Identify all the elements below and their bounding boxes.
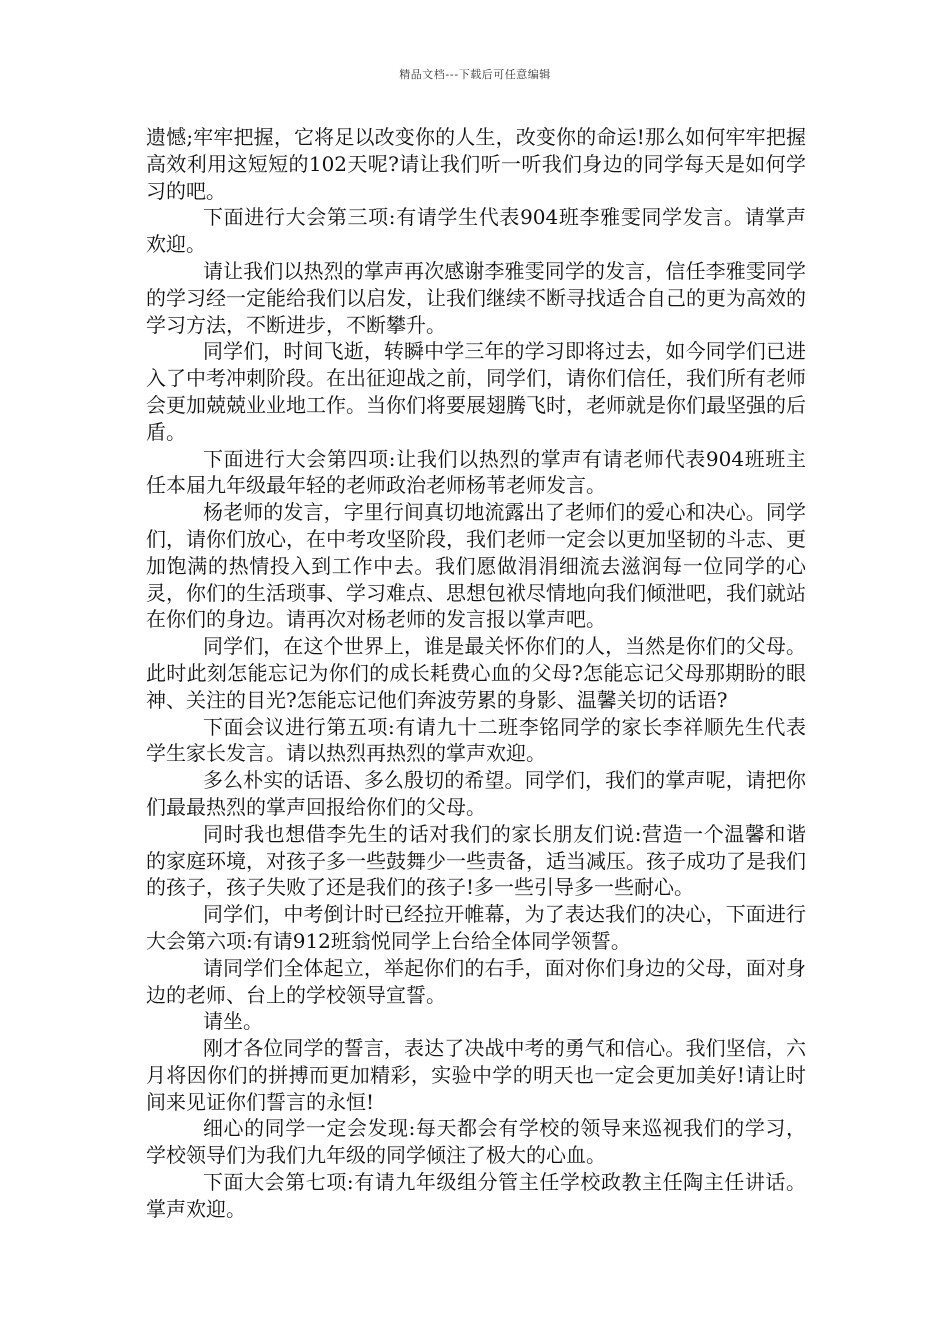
document-body xyxy=(146,124,806,1223)
paragraph: 同学们，时间飞逝，转瞬中学三年的学习即将过去，如今同学们已进入了中考冲刺阶段。在出征迎战之前，同学们，请你们信任，我们所有老师会更加兢兢业业地工作。当你们将要展翅腾飞时，老师就是你们最坚强的后盾。 xyxy=(146,339,806,444)
paragraph: 下面进行大会第三项:有请学生代表904班李雅雯同学发言。请掌声欢迎。 xyxy=(146,205,806,257)
paragraph: 杨老师的发言，字里行间真切地流露出了老师们的爱心和决心。同学们，请你们放心，在中考攻坚阶段，我们老师一定会以更加坚韧的斗志、更加饱满的热情投入到工作中去。我们愿做涓涓细流去滋润每一位同学的心灵，你们的生活琐事、学习难点、思想包袱尽情地向我们倾泄吧，我们就站在你们的身边。请再次对杨老师的发言报以掌声吧。 xyxy=(146,500,806,632)
paragraph: 下面大会第七项:有请九年级组分管主任学校政教主任陶主任讲话。掌声欢迎。 xyxy=(146,1170,806,1221)
paragraph: 遗憾;牢牢把握，它将足以改变你的人生，改变你的命运!那么如何牢牢把握高效利用这短短的102天呢?请让我们听一听我们身边的同学每天是如何学习的吧。 xyxy=(146,125,806,203)
page-header: 精品文档---下载后可任意编辑 xyxy=(399,68,551,81)
paragraph: 请让我们以热烈的掌声再次感谢李雅雯同学的发言，信任李雅雯同学的学习经一定能给我们以启发，让我们继续不断寻找适合自己的更为高效的学习方法，不断进步，不断攀升。 xyxy=(146,258,806,337)
paragraph: 细心的同学一定会发现:每天都会有学校的领导来巡视我们的学习，学校领导们为我们九年级的同学倾注了极大的心血。 xyxy=(146,1116,806,1168)
paragraph: 请坐。 xyxy=(203,1009,263,1034)
paragraph: 同时我也想借李先生的话对我们的家长朋友们说:营造一个温馨和谐的家庭环境，对孩子多一些鼓舞少一些责备，适当减压。孩子成功了是我们的孩子，孩子失败了还是我们的孩子!多一些引导多一些耐心。 xyxy=(146,821,806,900)
paragraph: 下面会议进行第五项:有请九十二班李铭同学的家长李祥顺先生代表学生家长发言。请以热烈再热烈的掌声欢迎。 xyxy=(146,714,806,766)
paragraph: 刚才各位同学的誓言，表达了决战中考的勇气和信心。我们坚信，六月将因你们的拼搏而更加精彩，实验中学的明天也一定会更加美好!请让时间来见证你们誓言的永恒! xyxy=(146,1036,806,1114)
paragraph: 同学们，中考倒计时已经拉开帷幕，为了表达我们的决心，下面进行大会第六项:有请912班翁悦同学上台给全体同学领誓。 xyxy=(146,902,806,953)
paragraph: 多么朴实的话语、多么殷切的希望。同学们，我们的掌声呢，请把你们最最热烈的掌声回报给你们的父母。 xyxy=(146,768,806,819)
paragraph: 请同学们全体起立，举起你们的右手，面对你们身边的父母，面对身边的老师、台上的学校领导宣誓。 xyxy=(146,955,806,1007)
paragraph: 同学们，在这个世界上，谁是最关怀你们的人，当然是你们的父母。此时此刻怎能忘记为你们的成长耗费心血的父母?怎能忘记父母那期盼的眼神、关注的目光?怎能忘记他们奔波劳累的身影、温馨关切的话语? xyxy=(146,634,806,712)
paragraph: 下面进行大会第四项:让我们以热烈的掌声有请老师代表904班班主任本届九年级最年轻的老师政治老师杨苇老师发言。 xyxy=(146,446,806,498)
